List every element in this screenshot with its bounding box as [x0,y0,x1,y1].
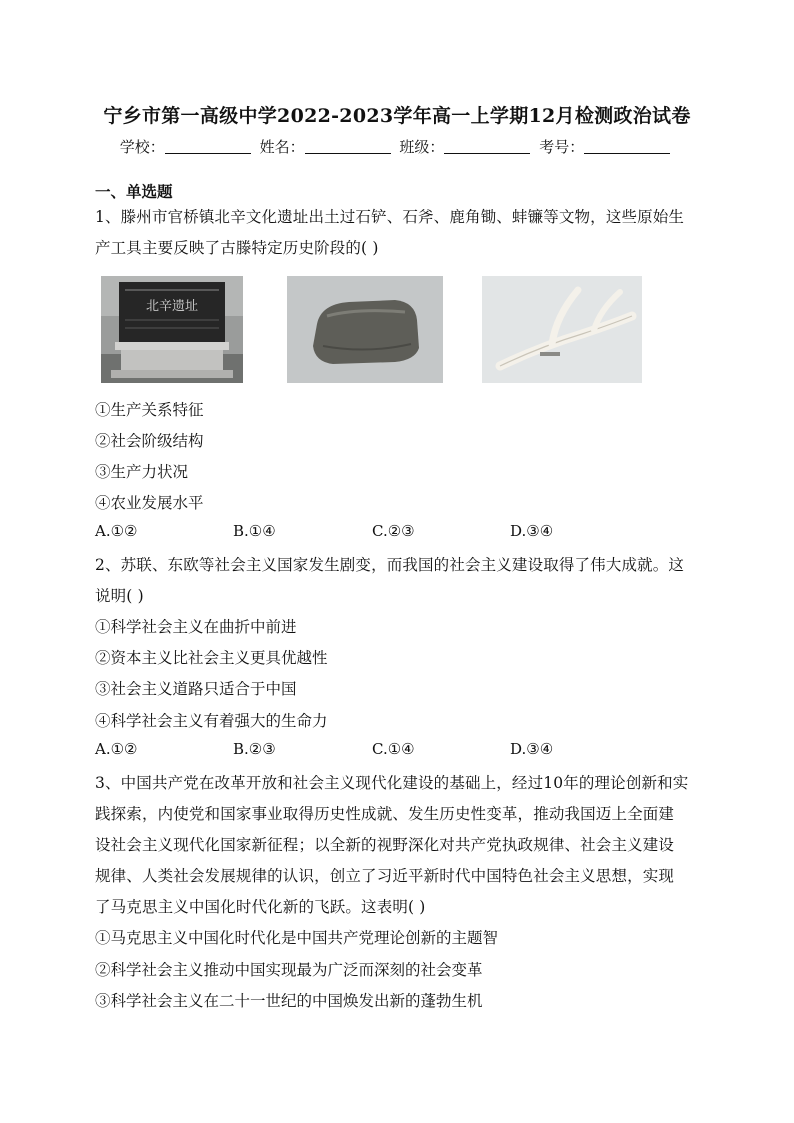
beixin-site-photo [101,276,243,383]
q3-statement-1: ①马克思主义中国化时代化是中国共产党理论创新的主题智 [95,929,499,947]
stone-tool-photo [287,276,443,383]
name-blank[interactable] [305,139,391,154]
q2-option-a[interactable]: A.①② [95,740,138,758]
q2-option-d[interactable]: D.③④ [510,740,554,758]
school-blank[interactable] [165,139,251,154]
q1-option-b[interactable]: B.①④ [233,522,276,540]
q1-stem-line-1: 1、滕州市官桥镇北辛文化遗址出土过石铲、石斧、鹿角锄、蚌镰等文物，这些原始生 [95,208,685,226]
q3-stem-line-5: 了马克思主义中国化时代化新的飞跃。这表明( ) [95,898,426,916]
q2-statement-2: ②资本主义比社会主义更具优越性 [95,649,328,667]
q2-statement-4: ④科学社会主义有着强大的生命力 [95,712,328,730]
q1-option-a[interactable]: A.①② [95,522,138,540]
section-heading: 一、单选题 [95,182,173,201]
q1-option-d[interactable]: D.③④ [510,522,554,540]
q3-stem-line-2: 践探索，内使党和国家事业取得历史性成就、发生历史性变革，推动我国迈上全面建 [95,805,675,823]
q3-stem-line-4: 规律、人类社会发展规律的认识，创立了习近平新时代中国特色社会主义思想，实现 [95,867,675,885]
q3-stem-line-1: 3、中国共产党在改革开放和社会主义现代化建设的基础上，经过10年的理论创新和实 [95,774,689,792]
class-blank[interactable] [444,139,530,154]
q1-statement-1: ①生产关系特征 [95,401,204,419]
student-info-row [0,136,794,157]
exam-number-blank[interactable] [584,139,670,154]
q2-stem-line-1: 2、苏联、东欧等社会主义国家发生剧变，而我国的社会主义建设取得了伟大成就。这 [95,556,685,574]
q1-statement-3: ③生产力状况 [95,463,189,481]
q1-stem-line-2: 产工具主要反映了古滕特定历史阶段的( ) [95,239,379,257]
q3-statement-2: ②科学社会主义推动中国实现最为广泛而深刻的社会变革 [95,961,483,979]
q2-statement-1: ①科学社会主义在曲折中前进 [95,618,297,636]
exam-title: 宁乡市第一高级中学2022-2023学年高一上学期12月检测政治试卷 [103,105,691,127]
q2-option-c[interactable]: C.①④ [372,740,415,758]
q1-statement-2: ②社会阶级结构 [95,432,204,450]
antler-hoe-photo [482,276,642,383]
exam-number-label: 考号： [539,138,585,156]
stele-caption: 北辛遗址 [145,299,199,314]
q2-stem-line-2: 说明( ) [95,587,144,605]
q2-option-b[interactable]: B.②③ [233,740,276,758]
class-label: 班级： [399,138,445,156]
q3-statement-3: ③科学社会主义在二十一世纪的中国焕发出新的蓬勃生机 [95,992,483,1010]
name-label: 姓名： [259,138,305,156]
q2-statement-3: ③社会主义道路只适合于中国 [95,680,297,698]
q1-option-c[interactable]: C.②③ [372,522,415,540]
school-label: 学校： [119,138,165,156]
q3-stem-line-3: 设社会主义现代化国家新征程；以全新的视野深化对共产党执政规律、社会主义建设 [95,836,675,854]
q1-statement-4: ④农业发展水平 [95,494,204,512]
